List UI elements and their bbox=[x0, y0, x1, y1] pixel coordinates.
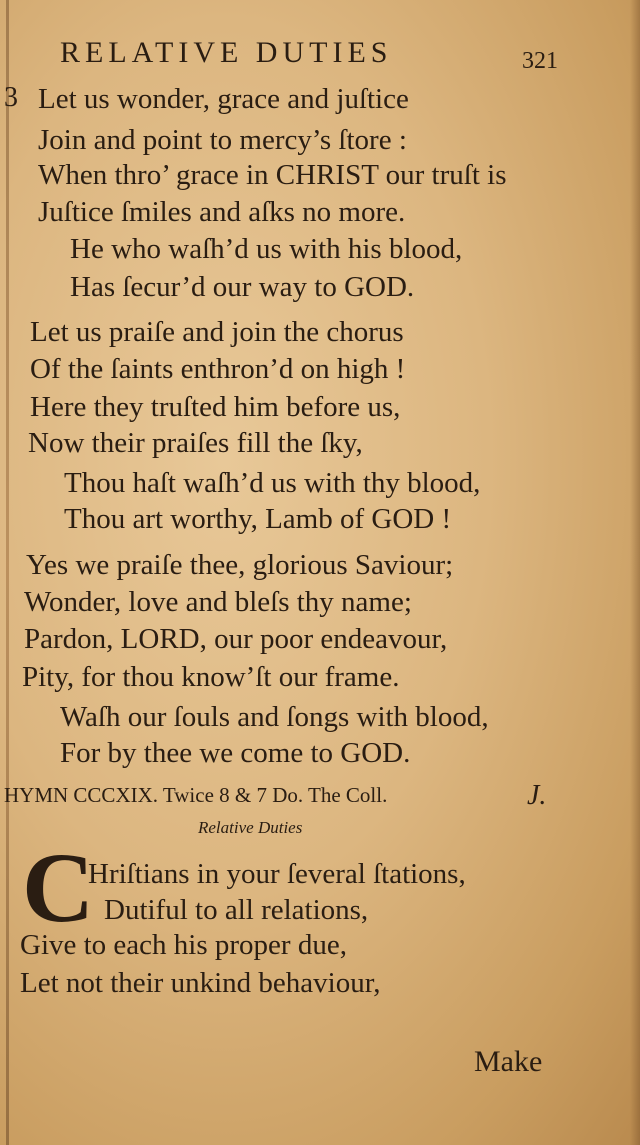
verse-line: Hriſtians in your ſeveral ſtations, bbox=[88, 858, 466, 890]
verse-line: Pardon, LORD, our poor endeavour, bbox=[24, 623, 448, 655]
verse-line: Wonder, love and bleſs thy name; bbox=[24, 586, 412, 618]
page-number: 321 bbox=[522, 48, 558, 74]
verse-line: Juſtice ſmiles and aſks no more. bbox=[38, 196, 406, 228]
hymn-subtitle: Relative Duties bbox=[198, 818, 303, 837]
verse-line: Dutiful to all relations, bbox=[104, 894, 369, 926]
verse-line: Thou art worthy, Lamb of GOD ! bbox=[64, 503, 452, 535]
verse-line: Pity, for thou know’ſt our frame. bbox=[22, 661, 400, 693]
verse-line: For by thee we come to GOD. bbox=[60, 737, 411, 769]
verse-line: Join and point to mercy’s ſtore : bbox=[38, 124, 407, 156]
page-edge-shadow bbox=[630, 0, 640, 1145]
running-head: RELATIVE DUTIES bbox=[60, 36, 393, 69]
verse-line: Give to each his proper due, bbox=[20, 929, 347, 961]
verse-line: Waſh our ſouls and ſongs with blood, bbox=[60, 701, 489, 733]
verse-line: Now their praiſes fill the ſky, bbox=[28, 427, 363, 459]
verse-line: Let us wonder, grace and juſtice bbox=[38, 83, 409, 115]
drop-cap: C bbox=[22, 832, 95, 943]
hymn-title: HYMN CCCXIX. Twice 8 & 7 Do. The Coll. bbox=[4, 783, 388, 807]
verse-line: Of the ſaints enthron’d on high ! bbox=[30, 353, 406, 385]
verse-line: Has ſecur’d our way to GOD. bbox=[70, 271, 415, 303]
binding-gutter bbox=[6, 0, 9, 1145]
catchword: Make bbox=[474, 1045, 543, 1078]
verse-line: Let us praiſe and join the chorus bbox=[30, 316, 404, 348]
verse-line: Let not their unkind behaviour, bbox=[20, 967, 381, 999]
verse-line: He who waſh’d us with his blood, bbox=[70, 233, 463, 265]
verse-line: Here they truſted him before us, bbox=[30, 391, 401, 423]
stanza-number: 3 bbox=[4, 82, 18, 113]
verse-line: Thou haſt waſh’d us with thy blood, bbox=[64, 467, 481, 499]
verse-line: When thro’ grace in CHRIST our truſt is bbox=[38, 159, 507, 191]
verse-line: Yes we praiſe thee, glorious Saviour; bbox=[26, 549, 454, 581]
hymn-author-mark: J. bbox=[527, 780, 547, 811]
